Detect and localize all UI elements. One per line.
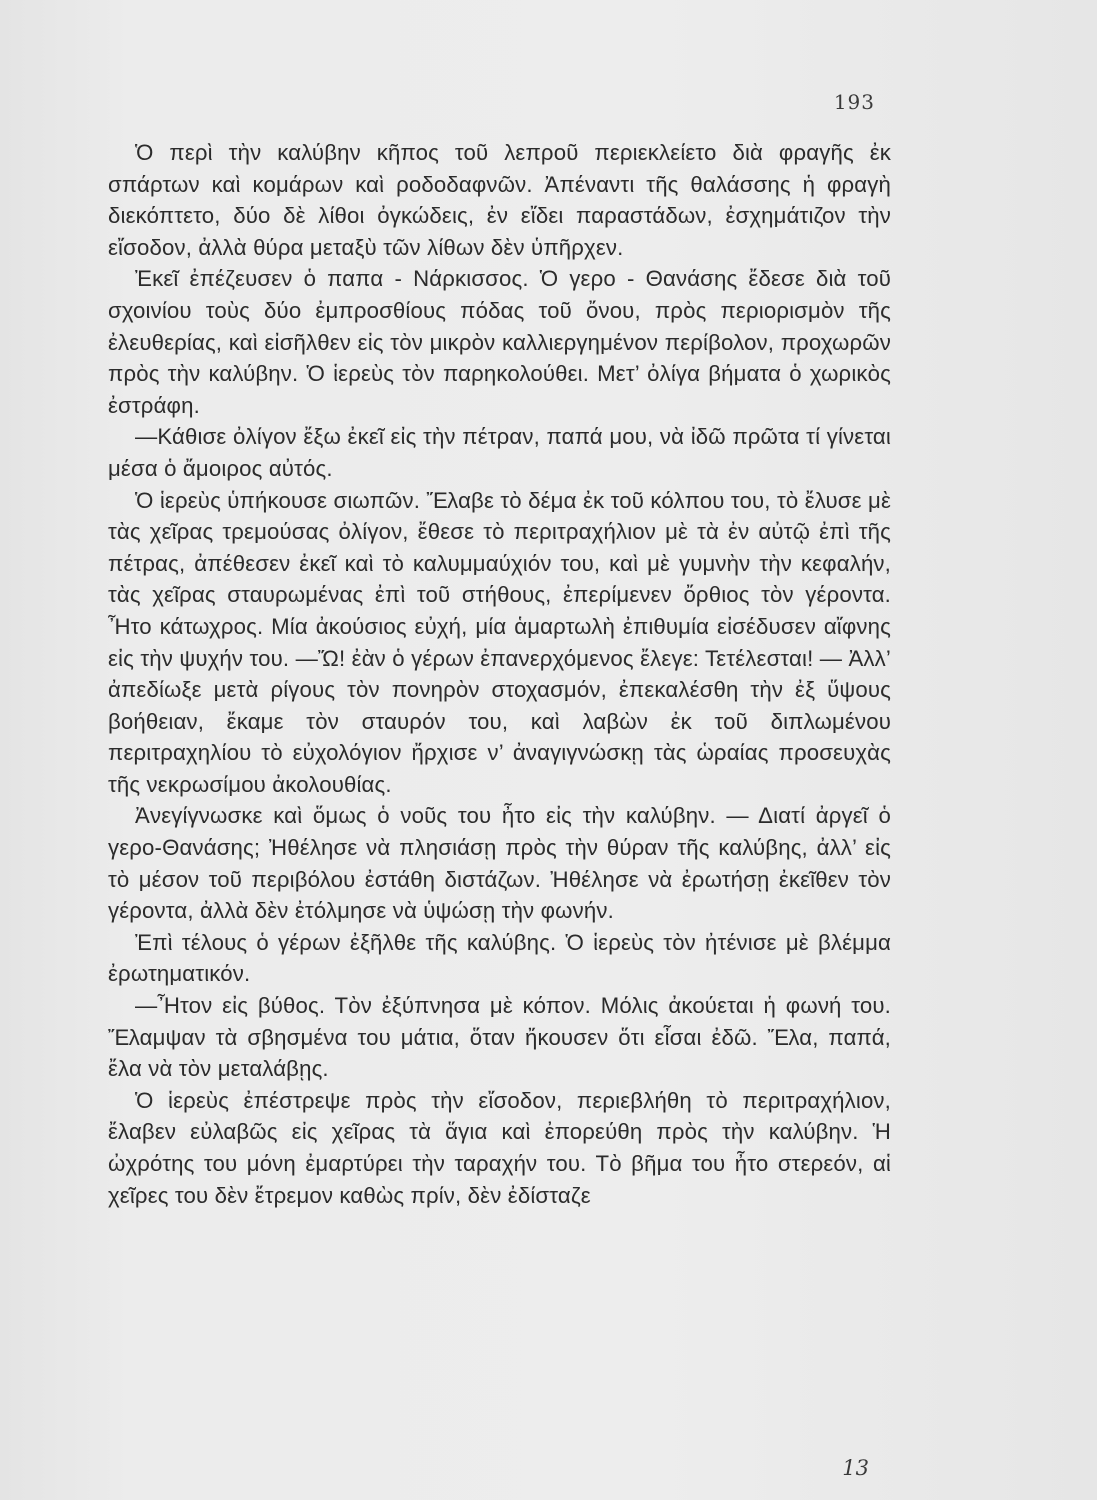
paragraph: Ἐκεῖ ἐπέζευσεν ὁ παπα - Νάρκισσος. Ὁ γερο - Θανάσης ἔδεσε διὰ τοῦ σχοινίου τοὺς δύο ἐμπροσθίους πόδας τοῦ ὄνου, πρὸς περιορισμὸν τῆς ἐλευθερίας, καὶ εἰσῆλθεν εἰς τὸν μικρὸν καλλιεργημένον περίβολον, προχωρῶν πρὸς τὴν καλύβην. Ὁ ἱερεὺς τὸν παρηκολούθει. Μετ’ ὀλίγα βήματα ὁ χωρικὸς ἐστράφη. xyxy=(108,266,891,418)
body-text xyxy=(108,137,891,1211)
paragraph: Ὁ περὶ τὴν καλύβην κῆπος τοῦ λεπροῦ περιεκλείετο διὰ φραγῆς ἐκ σπάρτων καὶ κομάρων καὶ ροδοδαφνῶν. Ἀπέναντι τῆς θαλάσσης ἡ φραγὴ διεκόπτετο, δύο δὲ λίθοι ὀγκώδεις, ἐν εἴδει παραστάδων, ἐσχημάτιζον τὴν εἴσοδον, ἀλλὰ θύρα μεταξὺ τῶν λίθων δὲν ὑπῆρχεν. xyxy=(108,140,891,260)
paragraph: Ἐπὶ τέλους ὁ γέρων ἐξῆλθε τῆς καλύβης. Ὁ ἱερεὺς τὸν ἠτένισε μὲ βλέμμα ἐρωτηματικόν. xyxy=(108,929,891,987)
paragraph: Ἀνεγίγνωσκε καὶ ὅμως ὁ νοῦς του ἦτο εἰς τὴν καλύβην. — Διατί ἀργεῖ ὁ γερο-Θανάσης; Ἠθέλησε νὰ πλησιάσῃ πρὸς τὴν θύραν τῆς καλύβης, ἀλλ’ εἰς τὸ μέσον τοῦ περιβόλου ἐστάθη διστάζων. Ἠθέλησε νὰ ἐρωτήσῃ ἐκεῖθεν τὸν γέροντα, ἀλλὰ δὲν ἐτόλμησε νὰ ὑψώσῃ τὴν φωνήν. xyxy=(108,803,891,924)
paragraph: —Ἦτον εἰς βύθος. Τὸν ἐξύπνησα μὲ κόπον. Μόλις ἀκούεται ἡ φωνή του. Ἔλαμψαν τὰ σβησμένα του μάτια, ὅταν ἤκουσεν ὅτι εἶσαι ἐδῶ. Ἔλα, παπά, ἔλα νὰ τὸν μεταλάβῃς. xyxy=(108,993,891,1082)
signature-mark: 13 xyxy=(842,1456,869,1480)
paragraph: Ὁ ἱερεὺς ὑπήκουσε σιωπῶν. Ἔλαβε τὸ δέμα ἐκ τοῦ κόλπου του, τὸ ἔλυσε μὲ τὰς χεῖρας τρεμούσας ὀλίγον, ἔθεσε τὸ περιτραχήλιον μὲ τὰ ἐν αὐτῷ ἐπὶ τῆς πέτρας, ἀπέθεσεν ἐκεῖ καὶ τὸ καλυμμαύχιόν του, καὶ μὲ γυμνὴν τὴν κεφαλήν, τὰς χεῖρας σταυρωμένας ἐπὶ τοῦ στήθους, ἐπερίμενεν ὄρθιος τὸν γέροντα. Ἦτο κάτωχρος. Μία ἀκούσιος εὐχή, μία ἁμαρτωλὴ ἐπιθυμία εἰσέδυσεν αἴφνης εἰς τὴν ψυχήν του. —Ὤ! ἐὰν ὁ γέρων ἐπανερχόμενος ἔλεγε: Τετέλεσται! — Ἀλλ’ ἀπεδίωξε μετὰ ρίγους τὸν πονηρὸν στοχασμόν, ἐπεκαλέσθη τὴν ἐξ ὕψους βοήθειαν, ἔκαμε τὸν σταυρόν του, καὶ λαβὼν ἐκ τοῦ διπλωμένου περιτραχηλίου τὸ εὐχολόγιον ἤρχισε ν’ ἀναγιγνώσκῃ τὰς ὡραίας προσευχὰς τῆς νεκρωσίμου ἀκολουθίας. xyxy=(108,487,891,797)
paragraph: —Κάθισε ὀλίγον ἔξω ἐκεῖ εἰς τὴν πέτραν, παπά μου, νὰ ἰδῶ πρῶτα τί γίνεται μέσα ὁ ἄμοιρος αὐτός. xyxy=(108,424,891,481)
paragraph: Ὁ ἱερεὺς ἐπέστρεψε πρὸς τὴν εἴσοδον, περιεβλήθη τὸ περιτραχήλιον, ἔλαβεν εὐλαβῶς εἰς χεῖρας τὰ ἅγια καὶ ἐπορεύθη πρὸς τὴν καλύβην. Ἡ ὠχρότης του μόνη ἐμαρτύρει τὴν ταραχήν του. Τὸ βῆμα του ἦτο στερεόν, αἱ χεῖρες του δὲν ἔτρεμον καθὼς πρίν, δὲν ἐδίσταζε xyxy=(108,1087,891,1208)
page-number: 193 xyxy=(833,90,875,114)
